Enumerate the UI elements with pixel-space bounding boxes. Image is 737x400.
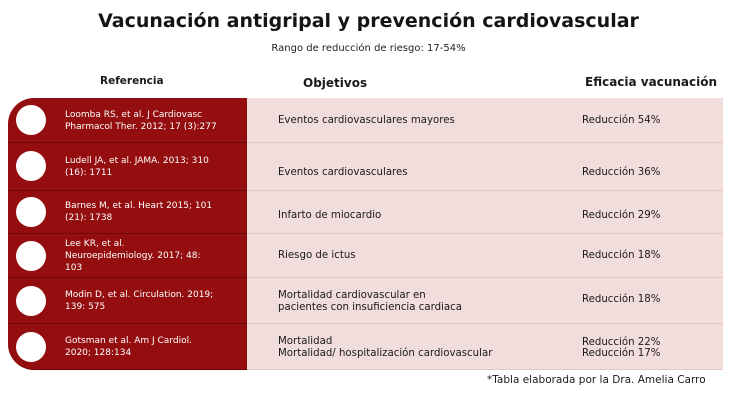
reference-line: 103: [65, 263, 83, 273]
column-header-objetivos: Objetivos: [303, 76, 368, 90]
reference-cell: [8, 324, 247, 370]
efficacy-text: [582, 210, 722, 221]
objective-text: [278, 115, 578, 127]
reference-text: [65, 335, 243, 359]
objective-text: [278, 290, 578, 314]
objective-line: Mortalidad/ hospitalización cardiovascular: [278, 348, 493, 359]
objective-line: Mortalidad: [278, 336, 333, 347]
efficacy-text: [582, 167, 722, 178]
reference-line: 2020; 128:134: [65, 348, 132, 358]
reference-cell: [8, 278, 247, 324]
column-header-referencia: Referencia: [100, 75, 164, 87]
reference-line: Neuroepidemiology. 2017; 48:: [65, 251, 201, 261]
table-row: [8, 98, 723, 143]
circle-marker-icon: [16, 286, 46, 316]
results-table: [8, 98, 723, 370]
objective-text: [278, 336, 578, 360]
reference-cell: [8, 98, 247, 143]
efficacy-text: [582, 250, 722, 261]
reference-cell: [8, 234, 247, 278]
circle-marker-icon: [16, 197, 46, 227]
efficacy-line: Reducción 18%: [582, 250, 661, 261]
circle-marker-icon: [16, 332, 46, 362]
reference-line: Modin D, et al. Circulation. 2019;: [65, 290, 214, 300]
efficacy-line: Reducción 36%: [582, 167, 661, 178]
efficacy-line: Reducción 22%: [582, 337, 661, 348]
objective-line: pacientes con insuficiencia cardiaca: [278, 302, 462, 313]
circle-marker-icon: [16, 241, 46, 271]
objective-text: [278, 167, 578, 179]
circle-marker-icon: [16, 151, 46, 181]
efficacy-text: [582, 337, 722, 359]
table-row: [8, 278, 723, 324]
objective-line: Eventos cardiovasculares mayores: [278, 115, 455, 126]
table-row: [8, 191, 723, 234]
reference-text: [65, 289, 243, 313]
reference-line: Gotsman et al. Am J Cardiol.: [65, 336, 192, 346]
table-row: [8, 234, 723, 278]
objective-text: [278, 210, 578, 222]
reference-text: [65, 109, 243, 133]
reference-line: (21): 1738: [65, 213, 113, 223]
reference-text: [65, 200, 243, 224]
efficacy-line: Reducción 18%: [582, 294, 661, 305]
reference-line: (16): 1711: [65, 168, 113, 178]
reference-line: 139: 575: [65, 302, 106, 312]
efficacy-line: Reducción 54%: [582, 115, 661, 126]
reference-line: Barnes M, et al. Heart 2015; 101: [65, 201, 213, 211]
objective-line: Infarto de miocardio: [278, 210, 382, 221]
reference-line: Loomba RS, et al. J Cardiovasc: [65, 110, 203, 120]
reference-cell: [8, 191, 247, 234]
objective-text: [278, 250, 578, 262]
efficacy-text: [582, 294, 722, 305]
page-subtitle: Rango de reducción de riesgo: 17-54%: [271, 43, 466, 54]
column-header-eficacia: Eficacia vacunación: [585, 75, 718, 89]
efficacy-line: Reducción 29%: [582, 210, 661, 221]
reference-line: Pharmacol Ther. 2012; 17 (3):277: [65, 122, 217, 132]
objective-line: Riesgo de ictus: [278, 250, 356, 261]
objective-line: Eventos cardiovasculares: [278, 167, 408, 178]
reference-cell: [8, 143, 247, 191]
page-title: Vacunación antigripal y prevención cardiovascular: [98, 10, 639, 32]
efficacy-line: Reducción 17%: [582, 348, 661, 359]
footnote: *Tabla elaborada por la Dra. Amelia Carro: [487, 374, 706, 386]
table-row: [8, 143, 723, 191]
reference-text: [65, 155, 243, 179]
table-row: [8, 324, 723, 370]
objective-line: Mortalidad cardiovascular en: [278, 290, 426, 301]
reference-line: Ludell JA, et al. JAMA. 2013; 310: [65, 156, 209, 166]
reference-line: Lee KR, et al.: [65, 239, 125, 249]
efficacy-text: [582, 115, 722, 126]
circle-marker-icon: [16, 105, 46, 135]
reference-text: [65, 238, 243, 274]
